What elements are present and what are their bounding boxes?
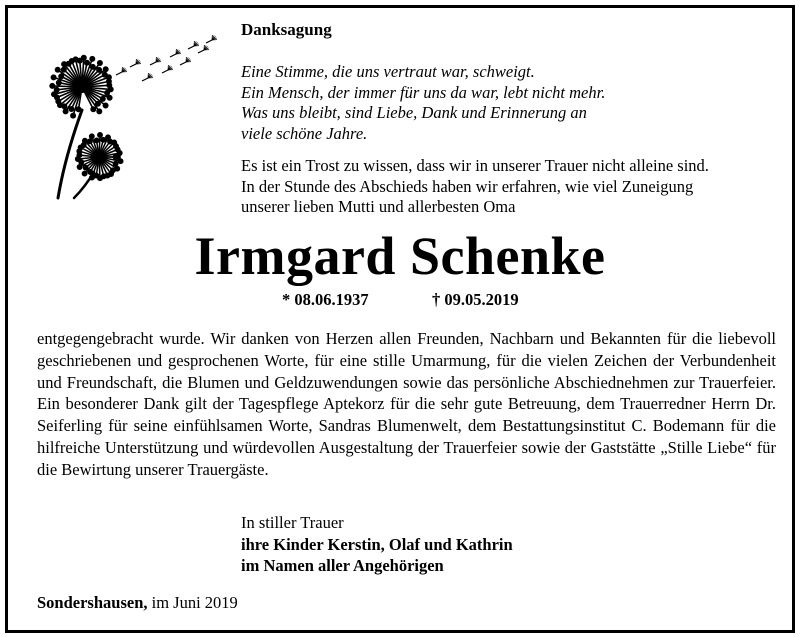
closing-signature — [241, 512, 513, 577]
closing-relatives: im Namen aller Angehörigen — [241, 556, 444, 575]
birth-date: * 08.06.1937 — [282, 290, 369, 309]
closing-line: In stiller Trauer — [241, 513, 344, 532]
poem-line: viele schöne Jahre. — [241, 123, 368, 143]
date-text: im Juni 2019 — [151, 593, 238, 612]
intro-line: Es ist ein Trost zu wissen, dass wir in unserer Trauer nicht alleine sind. — [241, 156, 709, 175]
life-dates — [282, 290, 519, 310]
poem-line: Was uns bleibt, sind Liebe, Dank und Erinnerung an — [241, 103, 587, 122]
place-date — [37, 593, 238, 613]
intro-line: unserer lieben Mutti und allerbesten Oma — [241, 197, 516, 216]
closing-family: ihre Kinder Kerstin, Olaf und Kathrin — [241, 534, 513, 554]
heading-danksagung: Danksagung — [241, 20, 332, 39]
intro-text — [241, 156, 709, 218]
poem-line: Eine Stimme, die uns vertraut war, schweigt. — [241, 62, 535, 81]
deceased-name: Irmgard Schenke — [194, 226, 606, 286]
intro-line: In der Stunde des Abschieds haben wir erfahren, wie viel Zuneigung — [241, 176, 694, 196]
thanks-paragraph: entgegengebracht wurde. Wir danken von Herzen allen Freunden, Nachbarn und Bekannten für die liebevoll geschriebenen und gesprochenen Worte, für eine stille Umarmung, für die vielen Zeichen der Verbundenheit und Freundschaft, die Blumen und Geldzuwendungen sowie das persönliche Abschiednehmen zur Trauerfeier. Ein besonderer Dank gilt der Tagespflege Aptekorz für die sehr gute Betreuung, dem Trauerredner Herrn Dr. Seiferling für seine einfühlsamen Worte, Sandras Blumenwelt, dem Bestattungsinstitut C. Bodemann für die hilfreiche Unterstützung und würdevollen Ausgestaltung der Trauerfeier sowie der Gaststätte „Stille Liebe“ für die Bewirtung unserer Trauergäste. — [37, 329, 776, 479]
poem — [241, 62, 605, 144]
place-name: Sondershausen, — [37, 593, 148, 612]
death-date: † 09.05.2019 — [432, 290, 519, 309]
poem-line: Ein Mensch, der immer für uns da war, lebt nicht mehr. — [241, 82, 606, 102]
dandelion-icon — [44, 32, 224, 202]
